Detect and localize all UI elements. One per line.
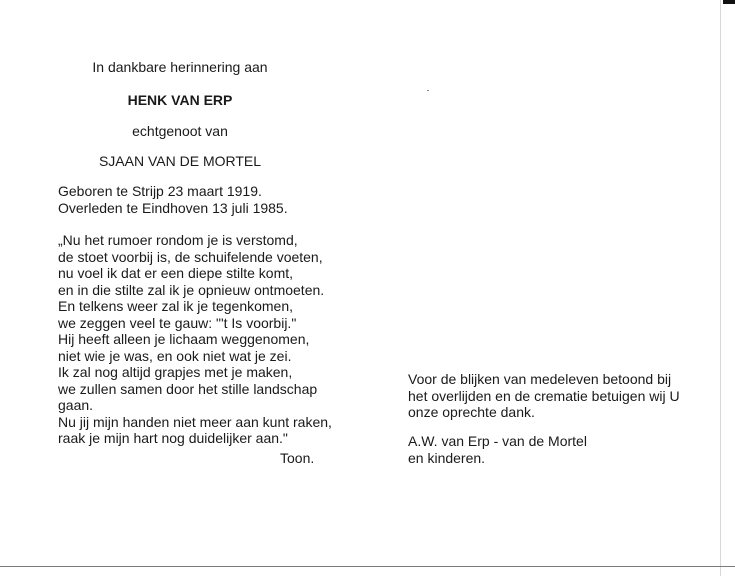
poem-line: we zullen samen door het stille landschap [58,380,318,397]
death-line: Overleden te Eindhoven 13 juli 1985. [58,199,288,216]
intro-text: In dankbare herinnering aan [92,59,268,75]
poem-line: en in die stilte zal ik je opnieuw ontmoeten. [58,281,325,298]
dates-block [58,183,288,216]
thanks-line: Voor de blijken van medeleven betoond bij [408,371,672,387]
family-line: en kinderen. [408,449,486,466]
family-line: A.W. van Erp - van de Mortel [408,433,587,449]
poem-line: we zeggen veel te gauw: "'t Is voorbij." [58,314,297,331]
poem-line: niet wie je was, en ook niet wat je zei. [58,347,292,364]
poem-line: „Nu het rumoer rondom je is verstomd, [58,232,298,248]
thanks-line: onze oprechte dank. [408,404,535,420]
relation-text: echtgenoot van [132,123,228,139]
poem-line: Hij heeft alleen je lichaam weggenomen, [58,331,310,347]
scan-corner-mark [723,0,735,4]
card-right-edge [720,0,721,576]
poem-block [58,232,332,447]
thanks-block [408,371,680,421]
poem-line: Nu jij mijn handen niet meer aan kunt raken, [58,413,332,430]
birth-line: Geboren te Strijp 23 maart 1919. [58,183,262,199]
deceased-name: HENK VAN ERP [127,92,233,108]
poem-signature: Toon. [280,450,315,466]
spouse-name: SJAAN VAN DE MORTEL [98,153,262,169]
poem-line: En telkens weer zal ik je tegenkomen, [58,298,294,314]
poem-line: gaan. [58,397,94,413]
poem-line: raak je mijn hart nog duidelijker aan." [58,430,288,446]
card-bottom-edge [0,566,735,567]
poem-line: de stoet voorbij is, de schuifelende voeten, [58,248,323,265]
poem-line: Ik zal nog altijd grapjes met je maken, [58,364,293,380]
family-block [408,433,587,466]
thanks-line: het overlijden en de crematie betuigen wij U [408,387,680,404]
poem-line: nu voel ik dat er een diepe stilte komt, [58,265,294,281]
paper-speck [427,90,429,91]
